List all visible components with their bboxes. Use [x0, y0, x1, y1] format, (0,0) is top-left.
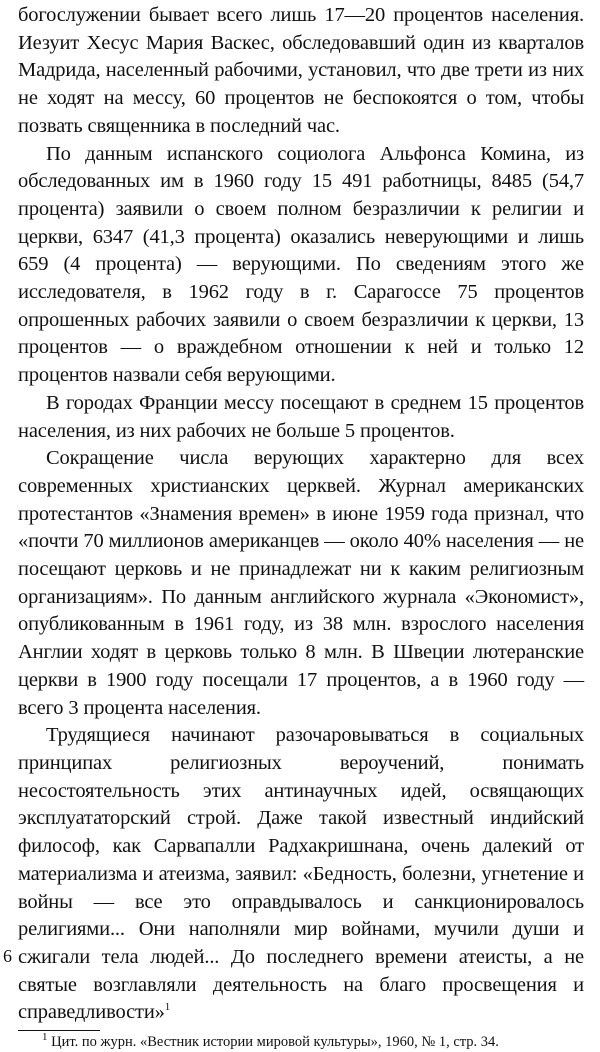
footnote-text: Цит. по журн. «Вестник истории мировой культуры», 1960, № 1, стр. 34. [51, 1034, 499, 1051]
paragraph-quote-text: Трудящиеся начинают разочаровываться в социальных принципах религиозных вероучений, понимать несостоятельность этих антинаучных идей, освящающих эксплуататорский строй. Даже такой известный индийский философ, как Сарвапалли Радхакришнана, очень далекий от материализма и атеизма, заявил: «Бедность, болезни, угнетение и войны — все это оправдывалось и санкционировалось религиями... Они наполняли мир войнами, мучили души и сжигали тела людей... До последнего времени атеисты, а не святые возглавляли деятельность на благо просвещения и справедливости» [18, 724, 584, 1024]
paragraph-spain-survey: По данным испанского социолога Альфонса Комина, из обследованных им в 1960 году 15 491 работницы, 8485 (54,7 процента) заявили о своем полном безразличии к религии и церкви, 6347 (41,3 процента) оказались неверующими и лишь 659 (4 процента) — верующими. По сведениям этого же исследователя, в 1962 году в г. Сарагоссе 75 процентов опрошенных рабочих заявили о своем безразличии к церкви, 13 процентов — о враждебном отношении к ней и только 12 процентов назвали себя верующими. [18, 142, 584, 387]
page-body [18, 2, 584, 1052]
footnote-marker: 1 [42, 1031, 48, 1044]
footnote-divider [18, 1030, 100, 1031]
paragraph-churches-decline: Сокращение числа верующих характерно для всех современных христианских церквей. Журнал американских протестантов «Знамения времен» в июне 1959 года признал, что «почти 70 миллионов американцев — около 40% населения — не посещают церковь и не принадлежат ни к каким религиозным организациям». По данным английского журнала «Экономист», опубликованным в 1961 году, из 38 млн. взрослого населения Англии ходят в церковь только 8 млн. В Швеции лютеранские церкви в 1900 году посещали 17 процентов, а в 1960 году — всего 3 процента населения. [18, 447, 584, 719]
footnote-reference: 1 [164, 1001, 171, 1014]
paragraph-continuation: богослужении бывает всего лишь 17—20 процентов населения. Иезуит Хесус Мария Васкес, обследовавший один из кварталов Мадрида, населенный рабочими, установил, что две трети из них не ходят на мессу, 60 процентов не беспокоятся о том, чтобы позвать священника в последний час. [18, 4, 584, 137]
page-number: 6 [3, 946, 12, 966]
paragraph-workers-quote [18, 722, 584, 1027]
paragraph-france: В городах Франции мессу посещают в среднем 15 процентов населения, из них рабочих не больше 5 процентов. [18, 391, 584, 442]
footnote [18, 1033, 584, 1052]
